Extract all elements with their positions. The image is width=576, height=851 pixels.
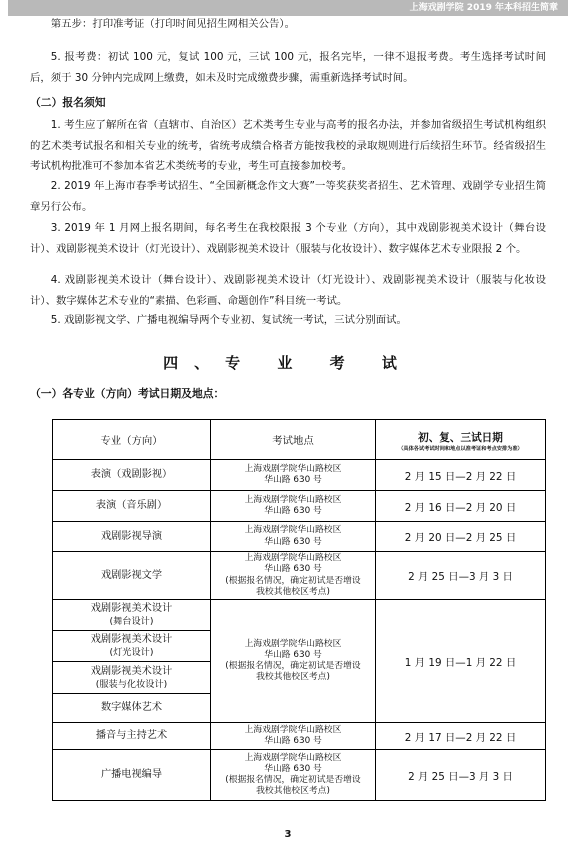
major-cell [53, 662, 211, 694]
notice-item-2: 2. 2019 年上海市春季考试招生、“全国新概念作文大赛”一等奖获奖者招生、艺术管理、戏剧学专业招生简章另行公布。 [30, 180, 546, 213]
date-cell: 2 月 25 日—3 月 3 日 [376, 552, 546, 600]
notice-item-4: 4. 戏剧影视美术设计（舞台设计）、戏剧影视美术设计（灯光设计）、戏剧影视美术设计（服装与化妆设计）、数字媒体艺术专业的“素描、色彩画、命题创作”科目统一考试。 [30, 274, 546, 307]
location-cell [211, 491, 376, 522]
notice-item-5: 5. 戏剧影视文学、广播电视编导两个专业初、复试统一考试，三试分别面试。 [50, 314, 407, 326]
major-cell: 广播电视编导 [53, 750, 211, 801]
table-row [53, 491, 546, 522]
major-cell: 播音与主持艺术 [53, 723, 211, 750]
location-cell [211, 723, 376, 750]
section-title: 四、专 业 考 试 [163, 354, 413, 372]
location-line: 华山路 630 号 [264, 564, 322, 575]
exam-schedule-table [52, 419, 546, 801]
location-line: 上海戏剧学院华山路校区 [244, 525, 342, 536]
location-line: (根据报名情况，确定初试是否增设 [225, 775, 361, 785]
date-cell: 2 月 15 日—2 月 22 日 [376, 460, 546, 491]
location-line: 我校其他校区考点) [256, 786, 330, 797]
major-cell [53, 600, 211, 631]
date-header-note: （具体各试考试时间和地点以准考证和考点安排为准） [398, 446, 523, 452]
date-cell: 1 月 19 日—1 月 22 日 [376, 600, 546, 723]
table-row [53, 723, 546, 750]
notice-item-1: 1. 考生应了解所在省（直辖市、自治区）艺术类考生专业与高考的报名办法，并参加省级招生考试机构组织的艺术类考试报名和相关专业的统考，省统考成绩合格者方能按我校的录取规则进行后续招生环节。经省级招生考试机构批准可不参加本省艺术类统考的专业，考生可直接参加校考。 [30, 119, 546, 172]
major-direction: (服装与化妆设计) [95, 678, 168, 690]
major-cell: 戏剧影视文学 [53, 552, 211, 600]
fee-paragraph: 5. 报考费：初试 100 元，复试 100 元，三试 100 元，报名完毕，一律不退报考费。考生选择考试时间后，须于 30 分钟内完成网上缴费，如未及时完成缴费步骤，需重新选择考试时间。 [30, 51, 546, 84]
location-cell [211, 600, 376, 723]
major-cell [53, 631, 211, 662]
location-line: (根据报名情况，确定初试是否增设 [225, 661, 361, 671]
location-line: 华山路 630 号 [264, 649, 322, 660]
table-row [53, 460, 546, 491]
date-cell: 2 月 16 日—2 月 20 日 [376, 491, 546, 522]
major-cell: 表演（戏剧影视） [53, 460, 211, 491]
date-cell: 2 月 17 日—2 月 22 日 [376, 723, 546, 750]
location-line: 上海戏剧学院华山路校区 [244, 638, 342, 649]
location-line: 华山路 630 号 [264, 736, 322, 746]
major-cell: 数字媒体艺术 [53, 694, 211, 723]
notice-item-3: 3. 2019 年 1 月网上报名期间，每名考生在我校限报 3 个专业（方向），其中戏剧影视美术设计（舞台设计）、戏剧影视美术设计（灯光设计）、戏剧影视美术设计（服装与化妆设计）、数字媒体艺术专业限报 2 个。 [30, 222, 546, 255]
location-line: 华山路 630 号 [264, 763, 322, 774]
location-line: 我校其他校区考点) [256, 586, 330, 597]
table-row [53, 750, 546, 801]
date-cell: 2 月 25 日—3 月 3 日 [376, 750, 546, 801]
table-row [53, 600, 546, 631]
major-name: 戏剧影视美术设计 [90, 603, 173, 614]
location-cell [211, 552, 376, 600]
date-cell: 2 月 20 日—2 月 25 日 [376, 522, 546, 552]
location-line: 我校其他校区考点) [256, 672, 330, 683]
table-row [53, 552, 546, 600]
table-row [53, 522, 546, 552]
exam-schedule-subtitle: （一）各专业（方向）考试日期及地点： [30, 387, 225, 400]
column-header-location: 考试地点 [211, 420, 376, 460]
location-line: 华山路 630 号 [264, 506, 322, 516]
location-line: 华山路 630 号 [264, 536, 322, 547]
registration-notice-heading: （二）报名须知 [30, 96, 106, 109]
location-line: 上海戏剧学院华山路校区 [244, 553, 342, 564]
location-line: 华山路 630 号 [264, 475, 322, 485]
location-cell [211, 750, 376, 801]
column-header-date [376, 420, 546, 460]
location-line: 上海戏剧学院华山路校区 [244, 463, 342, 474]
major-cell: 戏剧影视导演 [53, 522, 211, 552]
running-header: 上海戏剧学院 2019 年本科招生简章 [8, 0, 568, 16]
major-name: 戏剧影视美术设计 [90, 665, 173, 677]
major-direction: (灯光设计) [109, 647, 154, 658]
location-line: (根据报名情况，确定初试是否增设 [225, 575, 361, 586]
step-5-text: 第五步：打印准考证（打印时间见招生网相关公告）。 [50, 18, 295, 30]
location-cell [211, 522, 376, 552]
location-line: 上海戏剧学院华山路校区 [244, 752, 342, 763]
page-number: 3 [284, 829, 292, 840]
major-name: 戏剧影视美术设计 [90, 634, 173, 645]
major-cell: 表演（音乐剧） [53, 491, 211, 522]
table-header-row [53, 420, 546, 460]
date-header-label: 初、复、三试日期 [418, 432, 503, 444]
major-direction: (舞台设计) [109, 616, 154, 627]
location-cell [211, 460, 376, 491]
location-line: 上海戏剧学院华山路校区 [244, 724, 342, 735]
column-header-major: 专业（方向） [53, 420, 211, 460]
location-line: 上海戏剧学院华山路校区 [244, 494, 342, 505]
